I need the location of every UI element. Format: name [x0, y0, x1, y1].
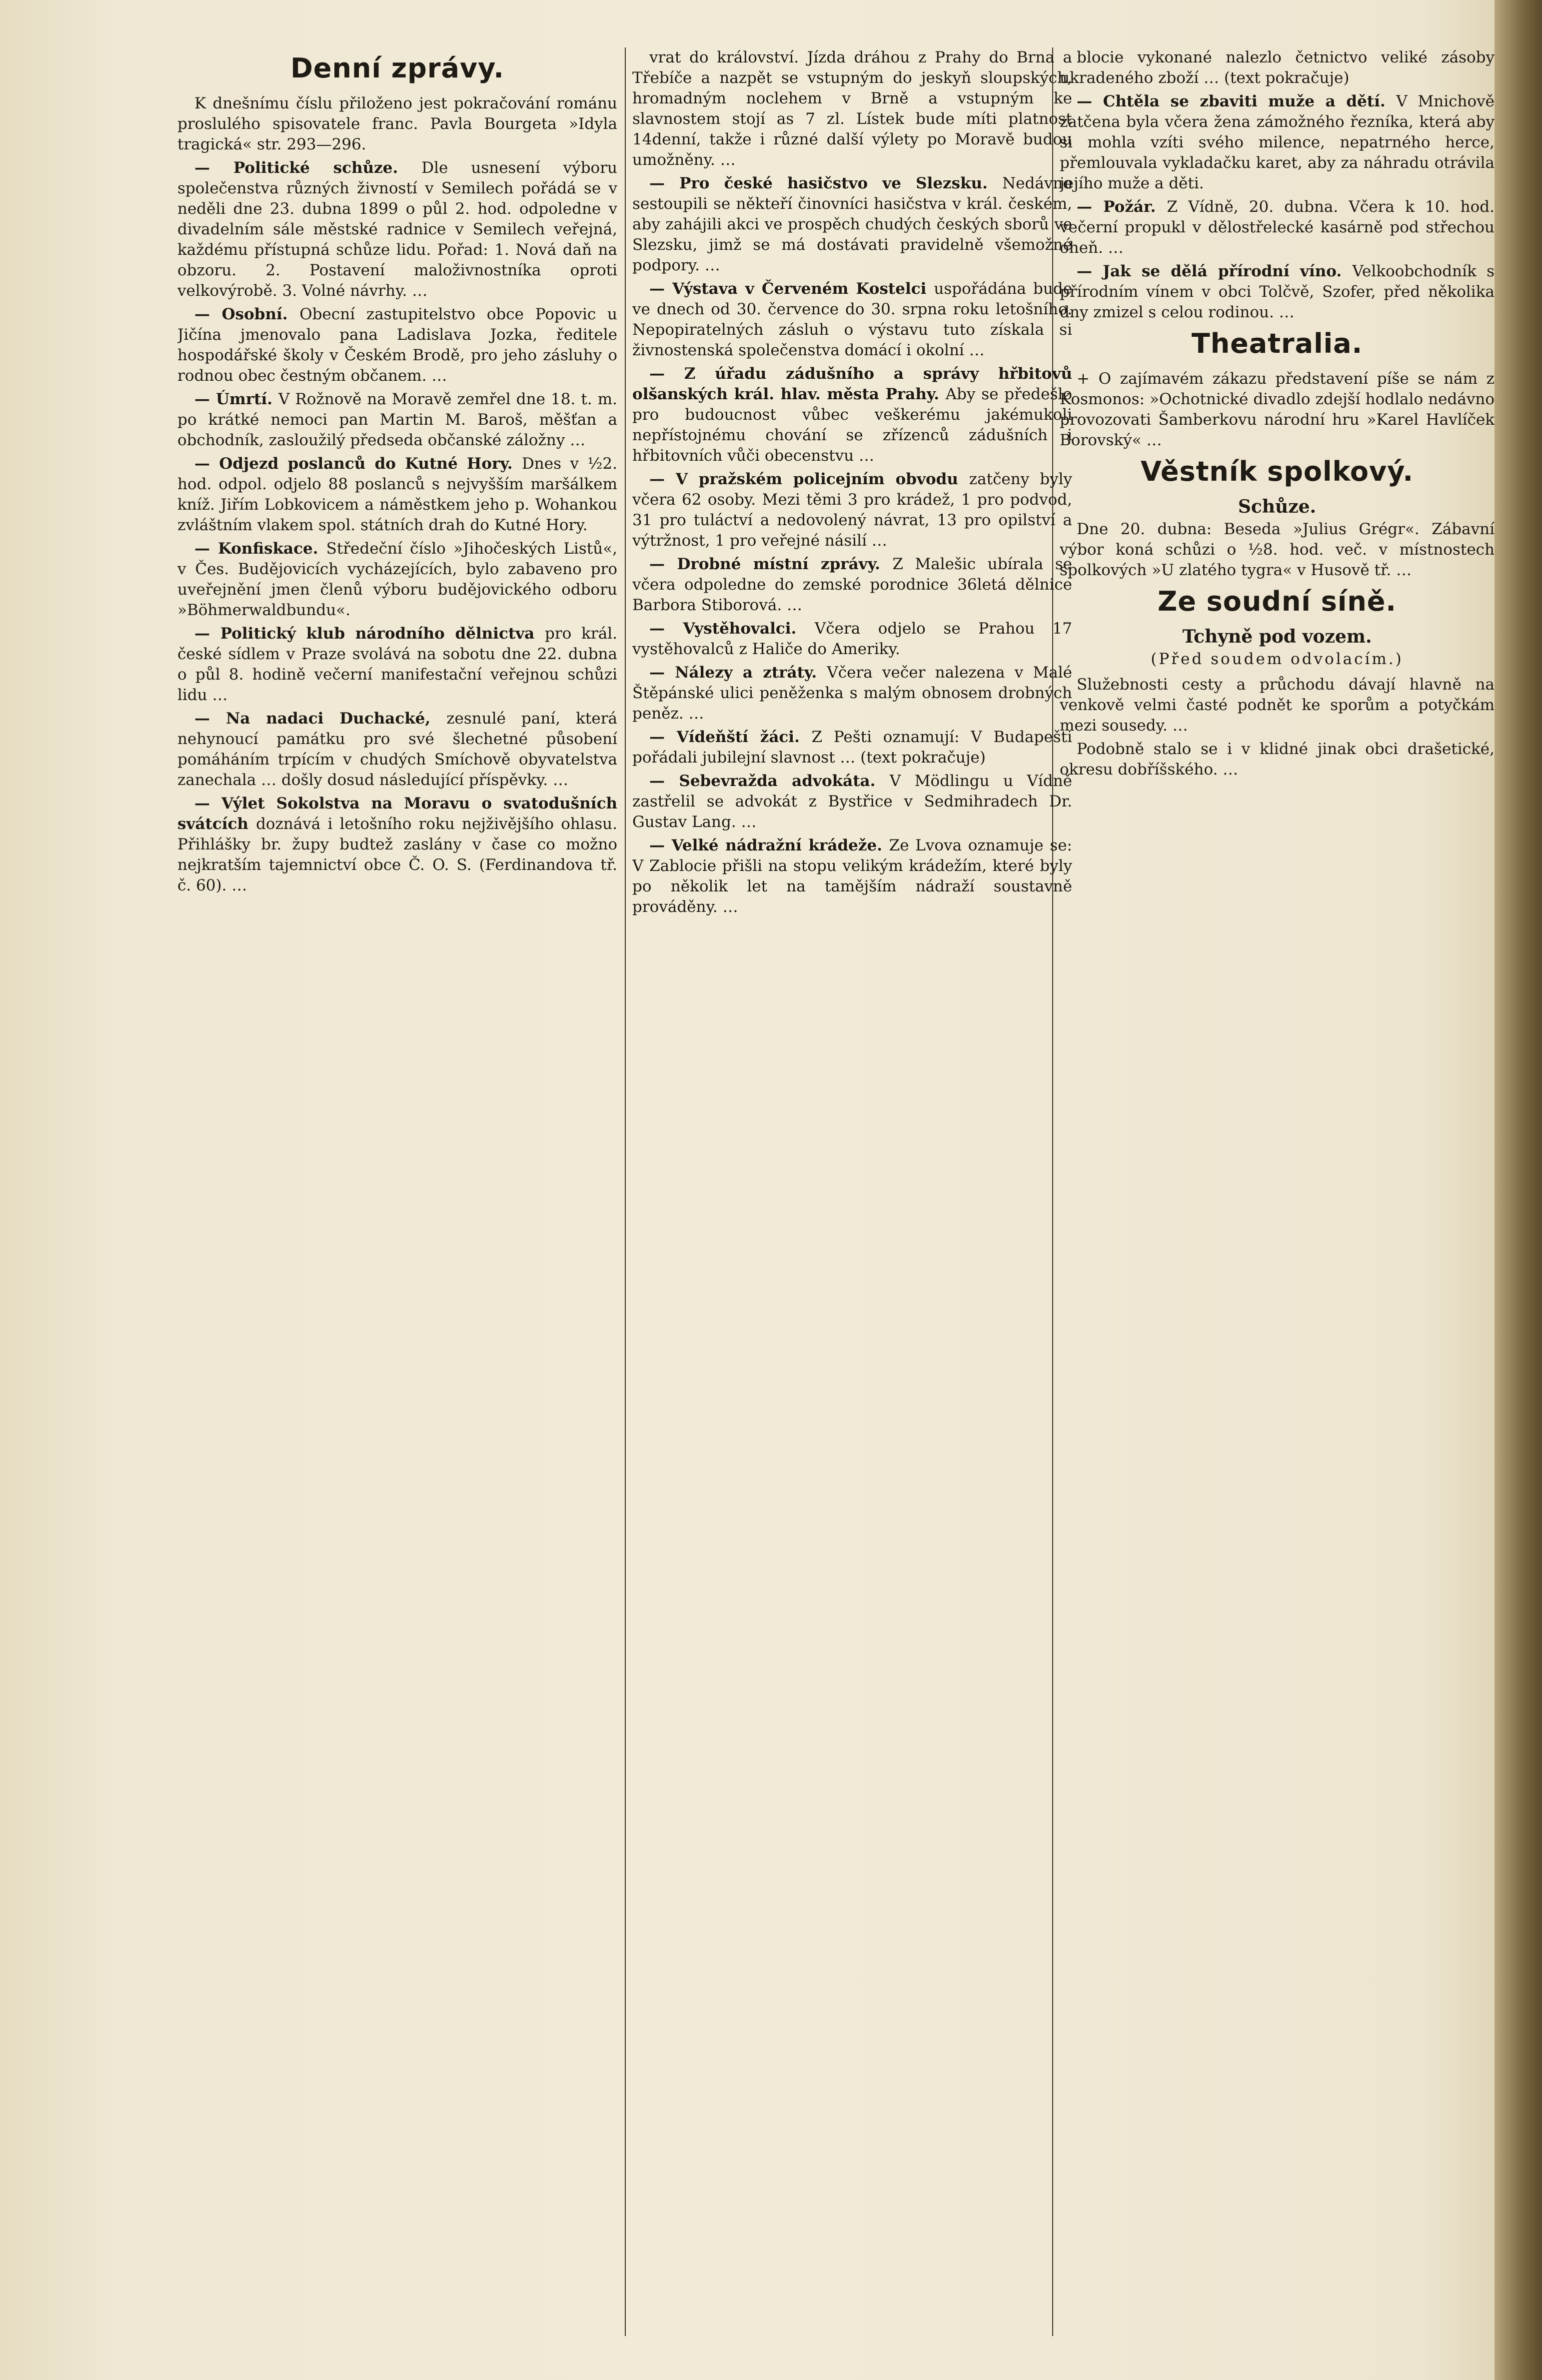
article-text: Včera večer nalezena v Malé Štěpánské ulici peněženka s malým obnosem drobných peněz. … — [632, 664, 1072, 723]
article-lead: — Vídeňští žáci. — [649, 728, 812, 746]
article — [177, 93, 617, 155]
article-text: blocie vykonané nalezlo četnictvo veliké zásoby ukradeného zboží … (text pokračuje) — [1060, 48, 1495, 87]
article-text: Z Vídně, 20. dubna. Včera k 10. hod. večerní propukl v dělostřelecké kasárně pod střechou oheň. … — [1060, 198, 1495, 257]
article — [177, 624, 617, 706]
article-text: V Mödlingu u Vídně zastřelil se advokát z Bystřice v Sedmihradech Dr. Gustav Lang. … — [632, 772, 1072, 831]
article-lead: — Jak se dělá přírodní víno. — [1077, 262, 1353, 280]
article — [632, 279, 1072, 361]
article — [1060, 675, 1495, 736]
article-list — [632, 47, 1072, 917]
article-lead: — Osobní. — [194, 305, 300, 323]
article-lead: — Konfiskace. — [194, 540, 326, 558]
article — [177, 793, 617, 896]
article-text: uspořádána bude ve dnech od 30. července do 30. srpna roku letošního. Nepopiratelných zásluh o výstavu tuto získala si živnostenská společenstva domácí i okolní … — [632, 280, 1072, 359]
article — [1060, 197, 1495, 258]
article-text: + O zajímavém zákazu představení píše se nám z Kosmonos: »Ochotnické divadlo zdejší hodlalo nedávno provozovati Šamberkovu národní hru »Karel Havlíček Borovský« … — [1060, 370, 1495, 449]
article-list — [1060, 47, 1495, 323]
article-lead: — V pražském policejním obvodu — [649, 470, 969, 488]
article-text: pro král. české sídlem v Praze svolává na sobotu dne 22. dubna o půl 8. hodině večerní manifestační veřejnou schůzi lidu … — [177, 625, 617, 704]
article-list — [177, 93, 617, 896]
article-text: Aby se předešlo pro budoucnost vůbec veškerému jakémukoli nepřístojnému chování se zřízenců zádušních i hřbitovních vůči obecenstvu … — [632, 385, 1072, 465]
column-rule — [625, 47, 626, 2336]
article — [1060, 47, 1495, 88]
article-text: Ze Lvova oznamuje se: V Zablocie přišli na stopu velikým krádežím, které byly po několik let na tamějším nádraží soustavně prováděny. … — [632, 836, 1072, 916]
article — [632, 364, 1072, 466]
article-text: Z Malešic ubírala se včera odpoledne do zemské porodnice 36letá dělnice Barbora Stiborová. … — [632, 555, 1072, 614]
subsection-title: Schůze. — [1238, 496, 1317, 517]
article-title: Tchyně pod vozem. — [1182, 626, 1372, 647]
article — [632, 727, 1072, 768]
article — [1060, 91, 1495, 194]
article — [1060, 369, 1495, 451]
column-2 — [632, 47, 1072, 2326]
article — [632, 173, 1072, 276]
article — [177, 389, 617, 451]
article-text: vrat do království. Jízda dráhou z Prahy do Brna a Třebíče a nazpět se vstupným do jeskyň sloupských, hromadným noclehem v Brně a vstupným ke slavnostem stojí as 7 zl. Lístek bude míti platnost 14denní, takže i různé další výlety po Moravě budou umožněny. … — [632, 48, 1072, 169]
article-lead: — Politický klub národního dělnictva — [194, 625, 545, 643]
article — [632, 619, 1072, 660]
article-subtitle: (Před soudem odvolacím.) — [1151, 650, 1404, 668]
article-lead: — Výlet Sokolstva na Moravu o svatodušních svátcích — [177, 794, 617, 833]
article-text: Podobně stalo se i v klidné jinak obci drašetické, okresu dobříšského. … — [1060, 740, 1495, 779]
page-edge-shadow — [1495, 0, 1542, 2380]
article-lead: — Politické schůze. — [194, 159, 422, 177]
section-title: Denní zprávy. — [290, 52, 504, 84]
article-text: V Rožnově na Moravě zemřel dne 18. t. m. po krátké nemoci pan Martin M. Baroš, měšťan a obchodník, zasloužilý předseda občanské záložny … — [177, 390, 617, 449]
article — [632, 469, 1072, 551]
article-text: Z Pešti oznamují: V Budapešti pořádali jubilejní slavnost … (text pokračuje) — [632, 728, 1072, 767]
article-lead: — Sebevražda advokáta. — [649, 772, 890, 790]
article — [632, 663, 1072, 724]
article-text: zesnulé paní, která nehynoucí památku pro své šlechetné působení pomáháním trpícím v chudých Smíchově obyvatelstva zanechala … došly dosud následující příspěvky. … — [177, 710, 617, 789]
article — [177, 539, 617, 621]
article-text: Středeční číslo »Jihočeských Listů«, v Čes. Budějovicích vycházejících, bylo zabaveno pro uveřejnění jmen členů výboru budějovického odboru »Böhmerwaldbundu«. — [177, 540, 617, 619]
article — [632, 771, 1072, 832]
section-title: Ze soudní síně. — [1158, 586, 1397, 617]
article-lead: — Pro české hasičstvo ve Slezsku. — [649, 174, 1003, 192]
article-text: zatčeny byly včera 62 osoby. Mezi těmi 3 pro krádež, 1 pro podvod, 31 pro tuláctví a nedovolený návrat, 13 pro opilství a výtržnost, 1 pro veřejné násilí … — [632, 470, 1072, 550]
article — [177, 454, 617, 536]
article-lead: — Výstava v Červeném Kostelci — [649, 280, 934, 298]
column-3 — [1060, 47, 1495, 2326]
article-list — [1060, 675, 1495, 780]
article-lead: — Na nadaci Duchacké, — [194, 710, 447, 728]
article-text: Obecní zastupitelstvo obce Popovic u Jičína jmenovalo pana Ladislava Jozka, ředitele hospodářské školy v Českém Brodě, pro jeho zásluhy o rodnou obec čestným občanem. … — [177, 305, 617, 385]
article-text: Nedávno sestoupili se někteří činovníci hasičstva v král. českém, aby zahájili akci ve prospěch chudých českých sborů ve Slezsku, jimž se má dostávati pravidelně všemožné podpory. … — [632, 174, 1072, 274]
article — [1060, 519, 1495, 581]
article-lead: — Požár. — [1077, 198, 1167, 216]
section-title: Věstník spolkový. — [1140, 456, 1414, 487]
article-lead: — Drobné místní zprávy. — [649, 555, 893, 573]
article-lead: — Odjezd poslanců do Kutné Hory. — [194, 455, 522, 473]
article — [177, 709, 617, 791]
article-text: V Mnichově zatčena byla včera žena zámožného řezníka, která aby si mohla vzíti svého milence, nepatrného herce, přemlouvala vykladačku karet, aby za náhradu otrávila jejího muže a děti. — [1060, 92, 1495, 192]
article-text: Dne 20. dubna: Beseda »Julius Grégr«. Zábavní výbor koná schůzi o ½8. hod. več. v místnostech spolkových »U zlatého tygra« v Husově tř. … — [1060, 520, 1495, 579]
article — [632, 835, 1072, 917]
article-text: Služebnosti cesty a průchodu dávají hlavně na venkově velmi časté podnět ke sporům a potyčkám mezi sousedy. … — [1060, 676, 1495, 735]
article-lead: — Z úřadu zádušního a správy hřbitovů olšanských král. hlav. města Prahy. — [632, 365, 1072, 403]
article — [1060, 739, 1495, 780]
article — [177, 304, 617, 386]
article — [632, 554, 1072, 616]
article-list — [1060, 519, 1495, 581]
article-text: Včera odjelo se Prahou 17 vystěhovalců z Haliče do Ameriky. — [632, 620, 1072, 658]
column-1 — [177, 47, 617, 2326]
article-lead: — Úmrtí. — [194, 390, 279, 408]
article-lead: — Chtěla se zbaviti muže a dětí. — [1077, 92, 1397, 110]
article-text: Dle usnesení výboru společenstva různých živností v Semilech pořádá se v neděli dne 23. dubna 1899 o půl 2. hod. odpoledne v divadelním sále městské radnice v Semilech veřejná, každému přístupná schůze lidu. Pořad: 1. Nová daň na obzoru. 2. Postavení maloživnostníka oproti velkovýrobě. 3. Volné návrhy. … — [177, 159, 617, 300]
article-text: Dnes v ½2. hod. odpol. odjelo 88 poslanců s nejvyšším maršálkem kníž. Jiřím Lobkovicem a náměstkem jeho p. Wohankou zvláštním vlakem spol. státních drah do Kutné Hory. — [177, 455, 617, 534]
article-lead: — Nálezy a ztráty. — [649, 664, 827, 682]
article — [632, 47, 1072, 170]
article-list — [1060, 369, 1495, 451]
article-lead: — Vystěhovalci. — [649, 620, 815, 638]
article-text: K dnešnímu číslu přiloženo jest pokračování románu proslulého spisovatele franc. Pavla Bourgeta »Idyla tragická« str. 293—296. — [177, 94, 617, 153]
section-title: Theatralia. — [1191, 328, 1363, 359]
article-text: Velkoobchodník s přírodním vínem v obci Tolčvě, Szofer, před několika dny zmizel s celou rodinou. … — [1060, 262, 1495, 321]
article — [177, 158, 617, 301]
article-text: doznává i letošního roku nejživějšího ohlasu. Přihlášky br. župy budtež zaslány v čase co možno nejkratším tajemnictví obce Č. O. S. (Ferdinandova tř. č. 60). … — [177, 815, 617, 894]
article — [1060, 261, 1495, 323]
article-lead: — Velké nádražní krádeže. — [649, 836, 889, 854]
